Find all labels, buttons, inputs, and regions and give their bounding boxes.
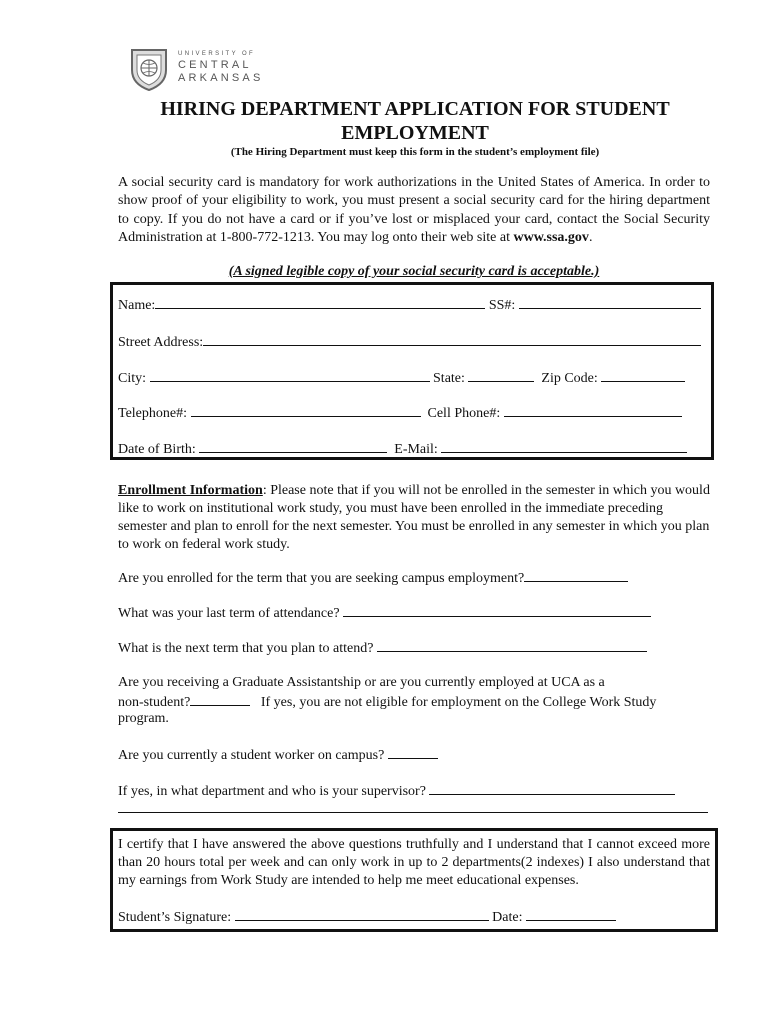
q4-field[interactable]: [190, 693, 250, 706]
form-title-line2: EMPLOYMENT: [341, 122, 489, 144]
street-field[interactable]: [203, 333, 701, 346]
question-ga-line1: [118, 675, 605, 691]
dob-field[interactable]: [199, 440, 387, 453]
enrollment-paragraph: [118, 482, 710, 554]
q3-field[interactable]: [377, 639, 647, 652]
logo-line1: UNIVERSITY OF: [178, 51, 256, 57]
q2-field[interactable]: [343, 604, 651, 617]
question-ga-line3: [118, 711, 169, 727]
dob-row: [118, 440, 687, 458]
street-row: [118, 333, 701, 351]
signature-row: [118, 908, 616, 926]
intro-period: .: [588, 229, 593, 245]
logo-line3: ARKANSAS: [178, 72, 264, 84]
q6-label: If yes, in what department and who is your supervisor?: [118, 784, 426, 799]
email-label: E-Mail:: [394, 442, 438, 457]
date-label: Date:: [492, 910, 523, 925]
state-field[interactable]: [468, 369, 534, 382]
acceptable-note: (A signed legible copy of your social security card is acceptable.): [228, 264, 600, 279]
question-ga-line2: [118, 693, 656, 711]
q5-label: Are you currently a student worker on campus?: [118, 748, 385, 763]
phone-row: [118, 404, 682, 422]
cell-label: Cell Phone#:: [427, 406, 501, 421]
form-title-line1: HIRING DEPARTMENT APPLICATION FOR STUDENT: [160, 98, 670, 120]
ssa-website-link[interactable]: www.ssa.gov: [513, 229, 589, 245]
city-field[interactable]: [150, 369, 430, 382]
city-row: [118, 369, 685, 387]
city-label: City:: [118, 371, 147, 386]
certification-text: I certify that I have answered the above questions truthfully and I understand that I cannot exceed more than 20 hours total per week and can only work in up to 2 departments(2 indexes) I also understand that my earnings from Work Study are intended to help me meet educational expenses.: [118, 837, 710, 888]
name-row: [118, 296, 701, 314]
enrollment-heading: Enrollment Information: [118, 483, 263, 498]
email-field[interactable]: [441, 440, 687, 453]
intro-paragraph: [118, 174, 710, 247]
uca-shield-icon: [126, 46, 172, 92]
telephone-field[interactable]: [191, 404, 421, 417]
cell-field[interactable]: [504, 404, 682, 417]
q4-line2-label: non-student?: [118, 695, 191, 710]
zip-label: Zip Code:: [541, 371, 598, 386]
telephone-label: Telephone#:: [118, 406, 187, 421]
ss-label: SS#:: [488, 298, 516, 313]
q5-field[interactable]: [388, 746, 438, 759]
q3-label: What is the next term that you plan to attend?: [118, 641, 374, 656]
enrollment-text: : Please note that if you will not be enrolled in the semester in which you would like to work on institutional work study, you must have been enrolled in the immediate preceding semester and plan to enroll for the next semester. You must be enrolled in any semester in which you plan to work on federal work study.: [118, 483, 710, 552]
signature-label: Student’s Signature:: [118, 910, 232, 925]
q4-line1: Are you receiving a Graduate Assistantship or are you currently employed at UCA as a: [118, 675, 605, 690]
uca-logo: [126, 46, 266, 92]
question-next-term: [118, 639, 647, 657]
q6-continuation-field[interactable]: [118, 812, 708, 813]
date-field[interactable]: [526, 908, 616, 921]
q1-label: Are you enrolled for the term that you are seeking campus employment?: [118, 571, 525, 586]
name-label: Name:: [118, 298, 156, 313]
logo-line2: CENTRAL: [178, 59, 252, 71]
state-label: State:: [433, 371, 465, 386]
question-student-worker: [118, 746, 438, 764]
question-department: [118, 782, 675, 800]
signature-field[interactable]: [235, 908, 489, 921]
q1-field[interactable]: [524, 569, 628, 582]
q4-line2-text: If yes, you are not eligible for employment on the College Work Study: [260, 695, 657, 710]
name-field[interactable]: [155, 296, 485, 309]
q2-label: What was your last term of attendance?: [118, 606, 340, 621]
dob-label: Date of Birth:: [118, 442, 196, 457]
street-label: Street Address:: [118, 335, 204, 350]
question-enrolled: [118, 569, 628, 587]
ss-field[interactable]: [519, 296, 701, 309]
question-last-term: [118, 604, 651, 622]
form-subtitle: (The Hiring Department must keep this form in the student’s employment file): [230, 146, 600, 158]
intro-text: A social security card is mandatory for work authorizations in the United States of America. In order to show proof of your eligibility to work, you must present a social security card for the hiring department to copy. If you do not have a card or if you’ve lost or misplaced your card, contact the Social Security Administration at 1-800-772-1213. You may log onto their web site at: [118, 175, 710, 245]
q6-field[interactable]: [429, 782, 675, 795]
certification-paragraph: [118, 836, 710, 890]
zip-field[interactable]: [601, 369, 685, 382]
q4-line3: program.: [118, 711, 169, 726]
